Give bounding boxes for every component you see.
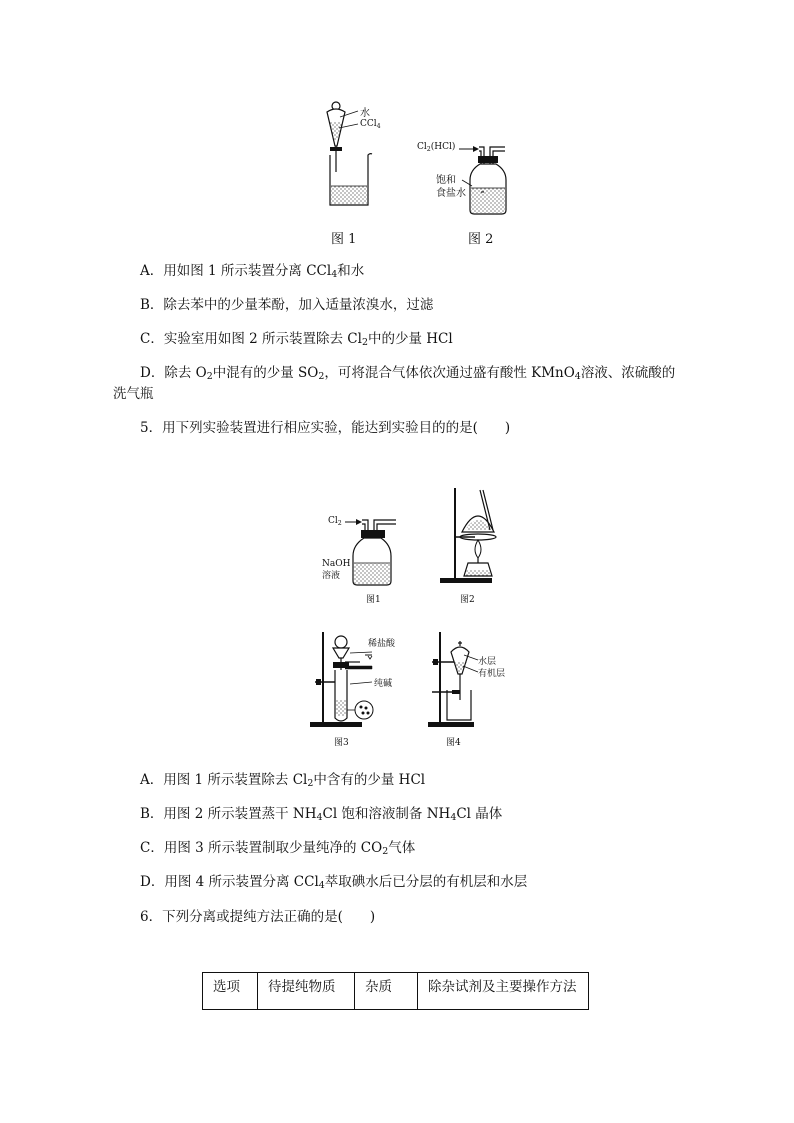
table-header-option: 选项	[203, 973, 258, 1010]
q5-fig4-organic-label: 有机层	[478, 669, 506, 679]
q5-fig3-caption: 图3	[334, 738, 349, 748]
fig2-caption: 图 2	[468, 232, 494, 247]
table-header-row	[203, 973, 589, 1010]
fig1-label-ccl4: CCl$_4$	[360, 119, 381, 130]
q4-option-d-wrap: 洗气瓶	[113, 386, 154, 402]
q4-option-b: B．除去苯中的少量苯酚，加入适量浓溴水，过滤	[140, 297, 434, 313]
q4-option-d: D．除去 $O_2$中混有的少量 $SO_2$，可将混合气体依次通过盛有酸性 KMnO$_4$溶液、浓硫酸的	[140, 365, 676, 382]
q5-fig1-gas-label: $Cl_2$	[328, 516, 342, 527]
q5-fig2-caption: 图2	[460, 595, 475, 605]
q6-options-table	[202, 972, 589, 1010]
q5-option-b: B．用图 2 所示装置蒸干 $NH_4Cl$ 饱和溶液制备 $NH_4Cl$ 晶体	[140, 806, 503, 823]
fig1-caption: 图 1	[331, 232, 357, 247]
q5-fig1-liquid-label: NaOH 溶液	[322, 559, 351, 581]
q5-fig4-water-label: 水层	[478, 657, 497, 667]
q5-fig4-caption: 图4	[446, 738, 461, 748]
q5-option-d: D．用图 4 所示装置分离 CCl$_4$萃取碘水后已分层的有机层和水层	[140, 874, 528, 891]
q6-stem: 6．下列分离或提纯方法正确的是( )	[140, 909, 376, 925]
fig1-label-water: 水	[360, 108, 370, 119]
fig2-label-gas: $Cl_2(HCl)$	[417, 142, 456, 153]
q5-fig3-acid-label: 稀盐酸	[368, 639, 396, 649]
q5-option-c: C．用图 3 所示装置制取少量纯净的 $CO_2$气体	[140, 840, 416, 857]
q5-fig3-solid-label: 纯碱	[374, 679, 393, 689]
q5-fig1-caption: 图1	[366, 595, 381, 605]
table-header-impurity: 杂质	[355, 973, 418, 1010]
q4-option-c: C．实验室用如图 2 所示装置除去 $Cl_2$中的少量 HCl	[140, 331, 453, 348]
fig2-label-liquid: 饱和 食盐水	[436, 175, 466, 199]
table-header-substance: 待提纯物质	[258, 973, 355, 1010]
table-header-method: 除杂试剂及主要操作方法	[418, 973, 589, 1010]
q5-option-a: A．用图 1 所示装置除去 $Cl_2$中含有的少量 HCl	[140, 772, 426, 789]
q4-option-a: A．用如图 1 所示装置分离 CCl$_4$和水	[140, 263, 365, 280]
q5-stem: 5．用下列实验装置进行相应实验，能达到实验目的的是( )	[140, 420, 511, 436]
